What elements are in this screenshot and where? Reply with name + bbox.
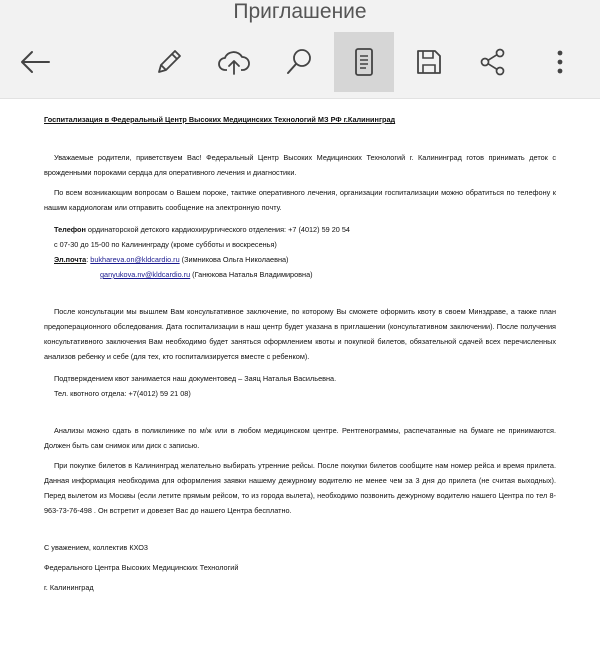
edit-button[interactable]: [139, 32, 199, 92]
more-vertical-icon: [555, 47, 565, 77]
analyses-paragraph: Анализы можно сдать в поликлинике по м/ж или в любом медицинском центре. Рентгенограммы, распечатанные на бумаге не принимаются. Должен быть сам снимок или диск с записью.: [44, 426, 556, 450]
cloud-upload-icon: [217, 48, 251, 76]
tickets-paragraph: При покупке билетов в Калининград желательно выбирать утренние рейсы. После покупки билетов сообщите нам номер рейса и время прилета. Данная информация необходима для оформления заявки нашему дежурному водителю не менее чем за 3 дня до прилета (не считая выходных). Перед вылетом из Москвы (если летите прямым рейсом, то из города вылета), необходимо позвонить дежурному водителю нашего Центра по тел 8-963-73-76-498 . Он встретит и довезет Вас до нашего Центра бесплатно.: [44, 461, 556, 515]
email-line-2: [54, 267, 556, 282]
signature-city: г. Калининград: [44, 583, 94, 592]
after-consult-paragraph: После консультации мы вышлем Вам консультативное заключение, по которому Вы сможете оформить квоту в своем Минздраве, а также план предоперационного обследования. Дата госпитализации в наш центр будет указана в приглашении (консультативном заключении). После получения консультативного заключения Вам необходимо будет заняться оформлением квоты и покупкой билетов, обязательной сдачей всех перечисленных анализов ребенку и себе (для тех, кто госпитализируется вместе с ребенком).: [44, 307, 556, 361]
save-button[interactable]: [399, 32, 459, 92]
quota-confirm-line: Подтверждением квот занимается наш документовед – Заяц Наталья Васильевна.: [54, 374, 337, 383]
contacts-block: [44, 222, 556, 282]
document-body: [44, 112, 556, 595]
email-link-1[interactable]: bukhareva.on@kldcardio.ru: [90, 255, 180, 264]
upload-button[interactable]: [204, 32, 264, 92]
app-bar: [0, 0, 600, 99]
back-button[interactable]: [5, 32, 65, 92]
email-line-1: Эл.почта: bukhareva.on@kldcardio.ru (Зимникова Ольга Николаевна): [54, 255, 289, 264]
search-icon: [284, 47, 314, 77]
signature-organization: Федерального Центра Высоких Медицинских Технологий: [44, 563, 239, 572]
document-title: Приглашение: [233, 0, 367, 23]
floppy-save-icon: [414, 47, 444, 77]
share-button[interactable]: [463, 32, 523, 92]
phone-line: [54, 222, 556, 237]
arrow-left-icon: [19, 48, 51, 76]
email-label: Эл.почта: [54, 255, 87, 264]
signature-regards: С уважением, коллектив КХО3: [44, 543, 148, 552]
email-name-1: (Зимникова Ольга Николаевна): [179, 255, 289, 264]
questions-paragraph: По всем возникающим вопросам о Вашем пороке, тактике оперативного лечения, организации госпитализации можно обратиться по телефону к нашим кардиологам или отправить сообщение на электронную почту.: [44, 188, 556, 212]
hours-line: с 07-30 до 15-00 по Калининграду (кроме субботы и воскресенья): [54, 240, 277, 249]
greeting-paragraph: Уважаемые родители, приветствуем Вас! Федеральный Центр Высоких Медицинских Технологий г. Калининград готов принимать деток с врожденными пороками сердца для оперативного лечения и диагностики.: [44, 153, 556, 177]
quota-phone-line: Тел. квотного отдела: +7(4012) 59 21 08): [54, 389, 191, 398]
phone-text: ординаторской детского кардиохирургического отделения: +7 (4012) 59 20 54: [85, 225, 350, 234]
search-button[interactable]: [269, 32, 329, 92]
phone-label: Телефон: [54, 225, 86, 234]
more-options-button[interactable]: [530, 32, 590, 92]
document-heading: Госпитализация в Федеральный Центр Высоких Медицинских Технологий МЗ РФ г.Калининград: [44, 115, 396, 124]
email-name-2: (Ганюкова Наталья Владимировна): [190, 270, 313, 279]
share-icon: [478, 47, 508, 77]
reading-mode-icon: [353, 47, 375, 77]
signature-block: [44, 540, 556, 595]
email-link-2[interactable]: ganyukova.nv@kldcardio.ru: [100, 270, 191, 279]
pencil-icon: [154, 47, 184, 77]
reading-mode-button[interactable]: [334, 32, 394, 92]
